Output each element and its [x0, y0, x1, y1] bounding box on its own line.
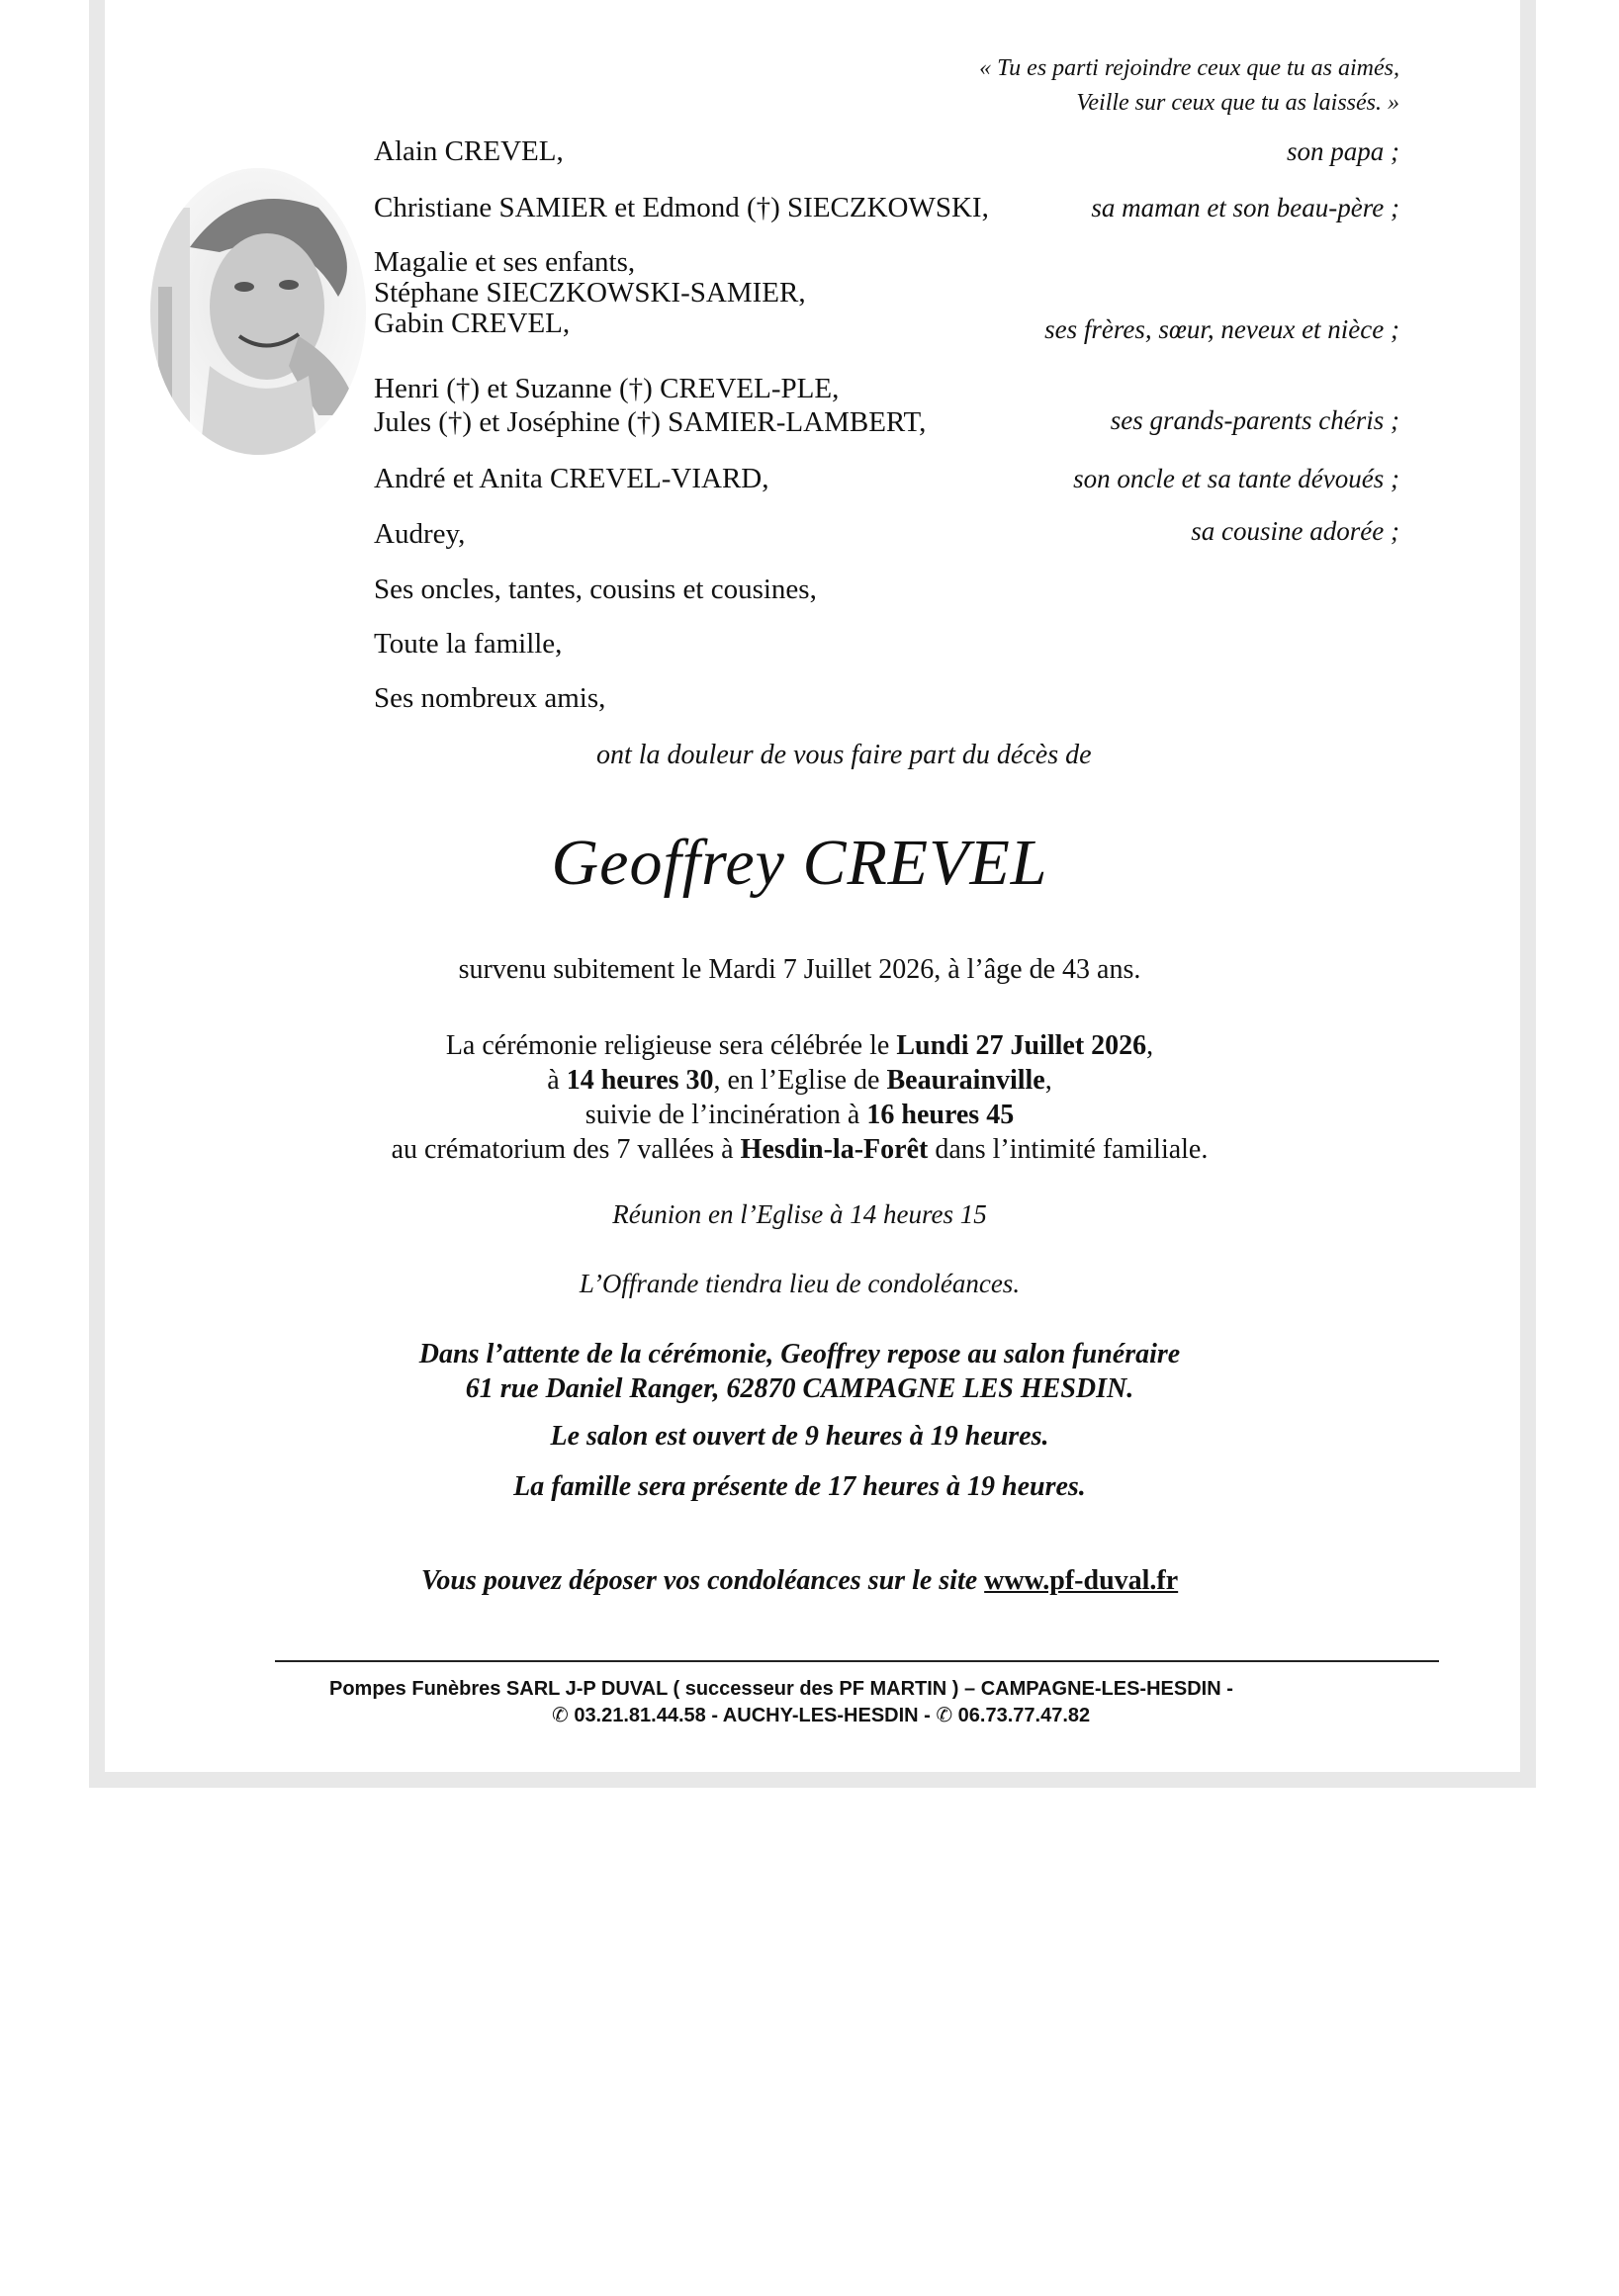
- salon-hours-line: Le salon est ouvert de 9 heures à 19 heures.: [550, 1421, 1049, 1452]
- family-member-4-line-1: Henri (†) et Suzanne (†) CREVEL-PLE,: [374, 373, 840, 404]
- family-member-5: André et Anita CREVEL-VIARD,: [374, 463, 769, 494]
- ceremony-line-4: au crématorium des 7 vallées à Hesdin-la-Forêt dans l’intimité familiale.: [391, 1134, 1209, 1165]
- salon-line-1: Dans l’attente de la cérémonie, Geoffrey repose au salon funéraire: [418, 1339, 1181, 1369]
- family-member-6: Audrey,: [374, 518, 466, 550]
- family-member-2: Christiane SAMIER et Edmond (†) SIECZKOWSKI,: [374, 192, 989, 223]
- family-member-3: [374, 247, 806, 339]
- ceremony-block: [0, 1028, 1609, 1167]
- announcement-line: ont la douleur de vous faire part du décès de: [596, 740, 1092, 770]
- relation-2: sa maman et son beau-père ;: [1091, 193, 1399, 222]
- quote-line-2: Veille sur ceux que tu as laissés. »: [1076, 90, 1399, 116]
- family-member-3-line-1: Magalie et ses enfants,: [374, 246, 636, 278]
- family-member-3-line-3: Gabin CREVEL,: [374, 308, 571, 339]
- relation-1: son papa ;: [1287, 136, 1399, 166]
- footer-line-1: Pompes Funèbres SARL J-P DUVAL ( successeur des PF MARTIN ) – CAMPAGNE-LES-HESDIN -: [329, 1678, 1233, 1700]
- ceremony-line-1: La cérémonie religieuse sera célébrée le Lundi 27 Juillet 2026,: [445, 1030, 1154, 1061]
- relation-3: ses frères, sœur, neveux et nièce ;: [1044, 314, 1399, 344]
- relation-4: ses grands-parents chéris ;: [1110, 405, 1399, 435]
- salon-block: [0, 1337, 1609, 1406]
- portrait-icon: [150, 168, 366, 455]
- deceased-name: Geoffrey CREVEL: [551, 827, 1048, 899]
- condolences-line: Vous pouvez déposer vos condoléances sur le site www.pf-duval.fr: [420, 1565, 1179, 1596]
- family-member-4: [374, 372, 926, 439]
- death-date-line: survenu subitement le Mardi 7 Juillet 2026, à l’âge de 43 ans.: [458, 954, 1141, 985]
- epigraph-quote: [979, 51, 1399, 121]
- family-member-8: Toute la famille,: [374, 628, 563, 660]
- ceremony-line-2: à 14 heures 30, en l’Eglise de Beaurainville,: [547, 1065, 1052, 1096]
- footer-divider: [275, 1660, 1439, 1662]
- family-member-1: Alain CREVEL,: [374, 135, 564, 167]
- website-link[interactable]: www.pf-duval.fr: [984, 1565, 1179, 1596]
- reunion-line: Réunion en l’Eglise à 14 heures 15: [612, 1199, 987, 1229]
- footer-line-2: ✆ 03.21.81.44.58 - AUCHY-LES-HESDIN - ✆ 06.73.77.47.82: [552, 1705, 1091, 1726]
- ceremony-line-3: suivie de l’incinération à 16 heures 45: [585, 1100, 1015, 1130]
- salon-line-2: 61 rue Daniel Ranger, 62870 CAMPAGNE LES HESDIN.: [465, 1373, 1134, 1404]
- offrande-line: L’Offrande tiendra lieu de condoléances.: [579, 1269, 1021, 1298]
- family-member-4-line-2: Jules (†) et Joséphine (†) SAMIER-LAMBERT,: [374, 406, 927, 438]
- family-member-3-line-2: Stéphane SIECZKOWSKI-SAMIER,: [374, 277, 806, 309]
- quote-line-1: « Tu es parti rejoindre ceux que tu as aimés,: [979, 55, 1399, 81]
- family-member-7: Ses oncles, tantes, cousins et cousines,: [374, 574, 817, 605]
- relation-5: son oncle et sa tante dévoués ;: [1073, 464, 1399, 493]
- portrait-photo: [150, 168, 366, 455]
- family-presence-line: La famille sera présente de 17 heures à 19 heures.: [513, 1471, 1086, 1502]
- relation-6: sa cousine adorée ;: [1191, 516, 1399, 546]
- family-member-9: Ses nombreux amis,: [374, 682, 606, 714]
